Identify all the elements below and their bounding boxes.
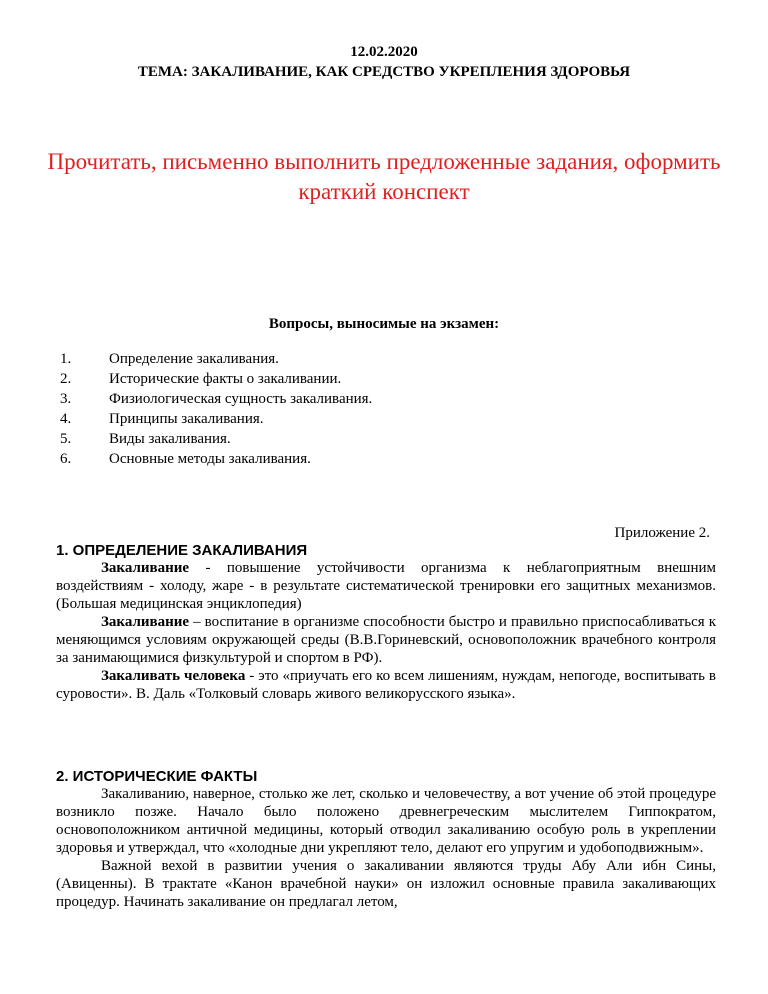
question-number: 1. (60, 351, 72, 367)
question-number: 3. (60, 391, 72, 407)
term: Закаливание (101, 560, 190, 576)
question-text: Виды закаливания. (109, 431, 231, 447)
exam-questions-title: Вопросы, выносимые на экзамен: (268, 316, 500, 332)
paragraph (56, 559, 716, 613)
list-item (60, 389, 660, 409)
question-number: 2. (60, 371, 72, 387)
list-item (60, 409, 660, 429)
section-definition (56, 542, 716, 703)
paragraph-text: – воспитание в организме способности быстро и правильно приспосабливаться к меняющимся условиям окружающей среды (В.В.Гориневский, основоположник врачебного контроля за занимающимися физкультурой и спортом в РФ). (56, 614, 716, 666)
section-heading: 1. ОПРЕДЕЛЕНИЕ ЗАКАЛИВАНИЯ (56, 542, 308, 559)
list-item (60, 429, 660, 449)
term: Закаливание (101, 614, 190, 630)
document-topic: ТЕМА: ЗАКАЛИВАНИЕ, КАК СРЕДСТВО УКРЕПЛЕНИЯ ЗДОРОВЬЯ (137, 64, 631, 80)
question-text: Основные методы закаливания. (109, 451, 311, 467)
document-date: 12.02.2020 (350, 44, 418, 60)
appendix-label: Приложение 2. (614, 525, 710, 541)
section-heading: 2. ИСТОРИЧЕСКИЕ ФАКТЫ (56, 768, 258, 785)
question-text: Принципы закаливания. (109, 411, 264, 427)
list-item (60, 349, 660, 369)
question-text: Исторические факты о закаливании. (109, 371, 342, 387)
list-item (60, 369, 660, 389)
list-item (60, 449, 660, 469)
assignment-instruction: Прочитать, письменно выполнить предложенные задания, оформить краткий конспект (47, 149, 721, 204)
term: Закаливать человека (101, 668, 246, 684)
question-text: Физиологическая сущность закаливания. (109, 391, 373, 407)
section-history (56, 768, 716, 911)
question-text: Определение закаливания. (109, 351, 279, 367)
paragraph (56, 613, 716, 667)
question-number: 5. (60, 431, 72, 447)
paragraph: Закаливанию, наверное, столько же лет, сколько и человечеству, а вот учение об этой процедуре возникло позже. Начало было положено древнегреческим мыслителем Гиппократом, основоположником античной медицины, который отводил закаливанию особую роль в укреплении здоровья и утверждал, что «холодные дни укрепляют тело, делают его упругим и удобоподвижным». (56, 786, 716, 856)
question-number: 4. (60, 411, 72, 427)
paragraph-text: - повышение устойчивости организма к неблагоприятным внешним воздействиям - холоду, жаре - в результате систематической тренировки его защитных механизмов. (Большая медицинская энциклопедия) (56, 560, 716, 612)
question-number: 6. (60, 451, 72, 467)
exam-questions-list (60, 349, 660, 469)
paragraph (56, 667, 716, 703)
paragraph-text: - это «приучать его ко всем лишениям, нуждам, непогоде, воспитывать в суровости». В. Даль «Толковый словарь живого великорусского языка». (56, 668, 717, 702)
paragraph: Важной вехой в развитии учения о закаливании являются труды Абу Али ибн Сины, (Авиценны). В трактате «Канон врачебной науки» он изложил основные правила закаливающих процедур. Начинать закаливание он предлагал летом, (56, 858, 716, 910)
